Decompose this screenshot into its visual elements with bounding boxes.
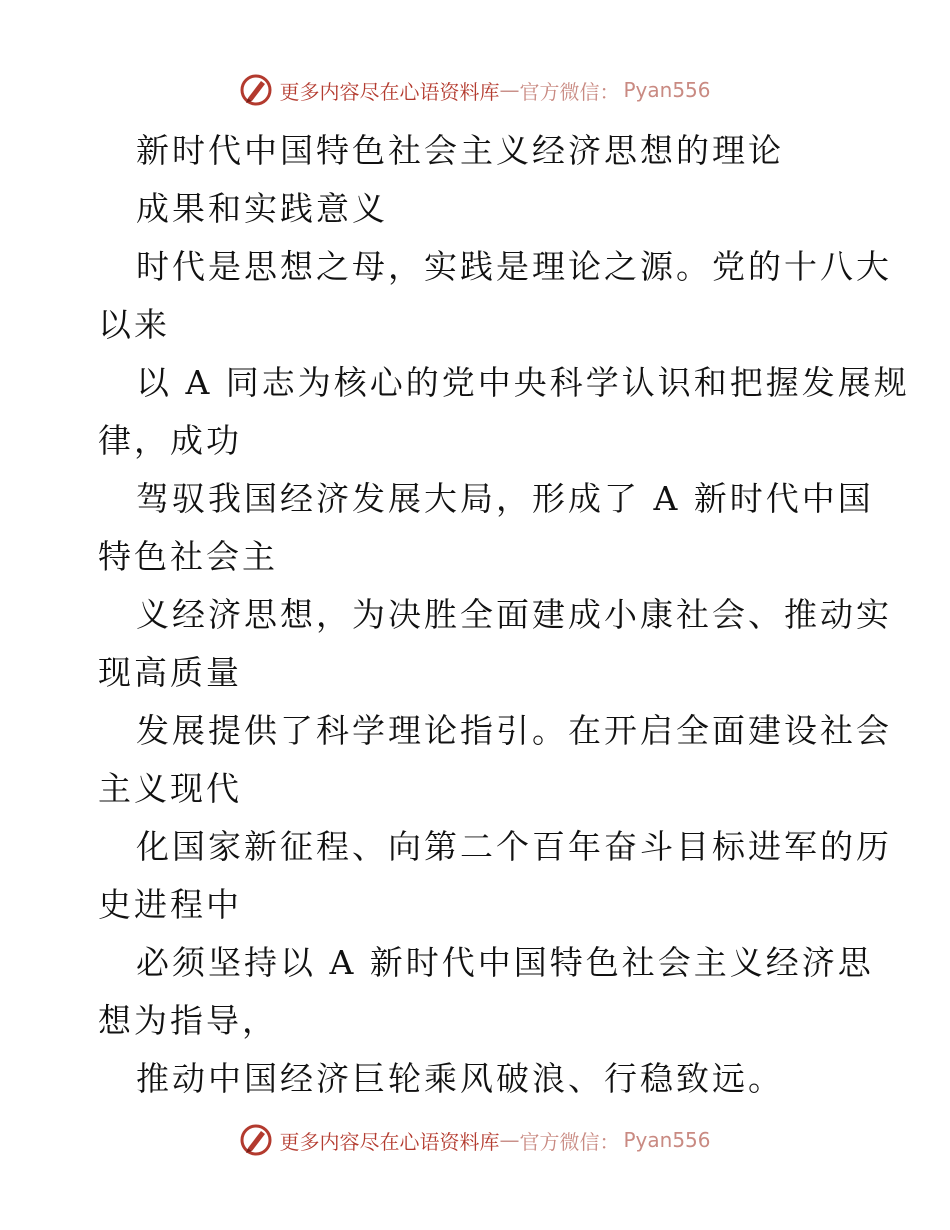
text-line: 律，成功 xyxy=(98,421,242,460)
watermark-dash: — xyxy=(499,78,520,102)
footer-watermark xyxy=(0,1120,950,1160)
text-line: 必须坚持以 A 新时代中国特色社会主义经济思 xyxy=(136,943,874,982)
text-line: 成果和实践意义 xyxy=(136,189,388,228)
text-line: 史进程中 xyxy=(98,885,242,924)
watermark-site-text: 更多内容尽在心语资料库 xyxy=(279,79,500,104)
document-body xyxy=(98,122,910,1108)
text-line: 主义现代 xyxy=(98,769,242,808)
watermark-wechat-label: 官方微信： xyxy=(519,79,620,104)
text-line: 推动中国经济巨轮乘风破浪、行稳致远。 xyxy=(136,1059,784,1098)
text-line: 驾驭我国经济发展大局，形成了 A 新时代中国 xyxy=(136,479,874,518)
watermark-site-text: 更多内容尽在心语资料库 xyxy=(279,1129,500,1154)
watermark-wechat-id: Pyan556 xyxy=(623,1128,711,1152)
text-line: 化国家新征程、向第二个百年奋斗目标进军的历 xyxy=(136,827,892,866)
text-line: 时代是思想之母，实践是理论之源。党的十八大 xyxy=(136,247,892,286)
text-line: 发展提供了科学理论指引。在开启全面建设社会 xyxy=(136,711,892,750)
watermark-wechat-id: Pyan556 xyxy=(623,78,711,102)
pen-circle-logo-icon xyxy=(239,1123,273,1157)
text-line: 以来 xyxy=(98,305,170,344)
text-line: 义经济思想，为决胜全面建成小康社会、推动实 xyxy=(136,595,892,634)
text-line: 新时代中国特色社会主义经济思想的理论 xyxy=(136,131,784,170)
watermark-dash: — xyxy=(499,1128,520,1152)
text-line: 特色社会主 xyxy=(98,537,278,576)
text-line: 以 A 同志为核心的党中央科学认识和把握发展规 xyxy=(136,363,910,402)
pen-circle-logo-icon xyxy=(239,73,273,107)
header-watermark xyxy=(0,70,950,110)
watermark-wechat-label: 官方微信： xyxy=(519,1129,620,1154)
text-line: 想为指导， xyxy=(98,1001,278,1040)
text-line: 现高质量 xyxy=(98,653,242,692)
